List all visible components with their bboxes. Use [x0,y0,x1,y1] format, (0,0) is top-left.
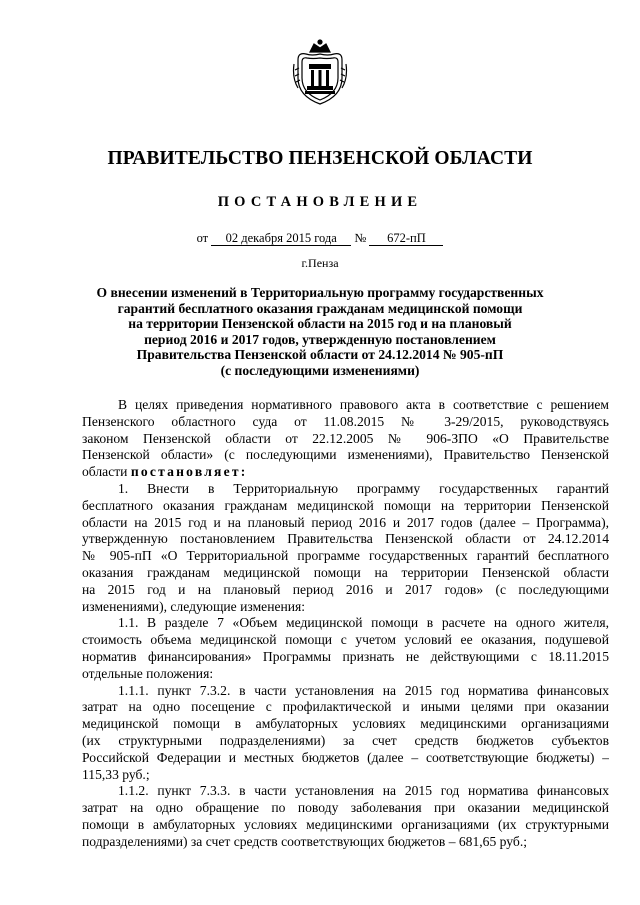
body-line: В целях приведения нормативного правового акта в соответствие с решением [118,397,609,412]
body-line: медицинской помощи в амбулаторных условиях медицинскими организациями [82,716,609,732]
body-line: изменениями), следующие изменения: [82,598,306,614]
body-line-start: области [82,464,131,480]
date-prefix: от [196,231,209,245]
body-line: на 2015 год и на плановый период 2016 и 2017 годов» (с последующими [82,581,609,597]
document-heading [60,285,580,378]
body-line: помощи в амбулаторных условиях медицинскими организациями (их структурными [82,816,609,832]
body-line: стоимость объема медицинской помощи с учетом условий ее оказания, подушевой [82,632,609,648]
document-type: ПОСТАНОВЛЕНИЕ [217,194,423,210]
body-line: Пензенского областного суда от 11.08.2015 № 3-29/2015, руководствуясь [82,413,609,429]
organization-title: ПРАВИТЕЛЬСТВО ПЕНЗЕНСКОЙ ОБЛАСТИ [107,148,533,169]
body-line: оказания гражданам медицинской помощи на территории Пензенской области [82,564,609,580]
body-line: отдельные положения: [82,665,214,681]
body-line: 115,33 руб.; [82,766,150,782]
body-line: № 905-пП «О Территориальной программе государственных гарантий бесплатного [82,548,609,564]
body-line: 1.1. В разделе 7 «Объем медицинской помощи в расчете на одного жителя, [118,615,609,631]
body-line [82,464,609,481]
heading-line: (с последующими изменениями) [220,362,420,378]
body-line: норматив финансирования» Программы признать не действующими с 18.11.2015 [82,648,609,664]
coat-of-arms-icon [292,38,348,106]
heading-line: на территории Пензенской области на 2015 год и на плановый [128,316,512,331]
heading-line: О внесении изменений в Территориальную программу государственных [96,285,544,300]
document-date: 02 декабря 2015 года [211,232,351,246]
date-number-line [0,231,640,246]
number-prefix: № [354,231,367,245]
body-line: затрат на одно посещение с профилактической и иными целями при оказании [82,699,609,715]
body-line: Российской Федерации и местных бюджетов (далее – соответствующие бюджеты) – [82,749,609,765]
document-number: 672-пП [369,232,443,246]
emphasis-word: постановляет: [130,464,248,480]
body-line: 1.1.1. пункт 7.3.2. в части установления на 2015 год норматива финансовых [118,682,609,698]
city: г.Пенза [301,256,339,270]
heading-line: Правительства Пензенской области от 24.12.2014 № 905-пП [136,347,504,362]
body-line: Пензенской области» (с последующими изменениями), Правительство Пензенской [82,447,609,463]
body-line: подразделениями) за счет средств соответствующих бюджетов – 681,65 руб.; [82,833,527,849]
body-text [82,397,609,851]
body-line: 1.1.2. пункт 7.3.3. в части установления на 2015 год норматива финансовых [118,783,609,799]
body-line: области на 2015 год и на плановый период 2016 и 2017 годов (далее – Программа), [82,514,609,530]
body-line: утвержденную постановлением Правительства Пензенской области от 24.12.2014 [82,531,609,547]
body-line: 1. Внести в Территориальную программу государственных гарантий [118,480,609,496]
body-line: бесплатного оказания гражданам медицинской помощи на территории Пензенской [82,497,609,513]
heading-line: период 2016 и 2017 годов, утвержденную постановлением [144,331,496,347]
body-line: затрат на одно обращение по поводу заболевания при оказании медицинской [82,800,609,816]
heading-line: гарантий бесплатного оказания гражданам медицинской помощи [117,300,523,316]
body-line: (их структурными подразделениями) за счет средств бюджетов субъектов [82,732,609,748]
body-line: законом Пензенской области от 22.12.2005 № 906-ЗПО «О Правительстве [82,430,609,446]
